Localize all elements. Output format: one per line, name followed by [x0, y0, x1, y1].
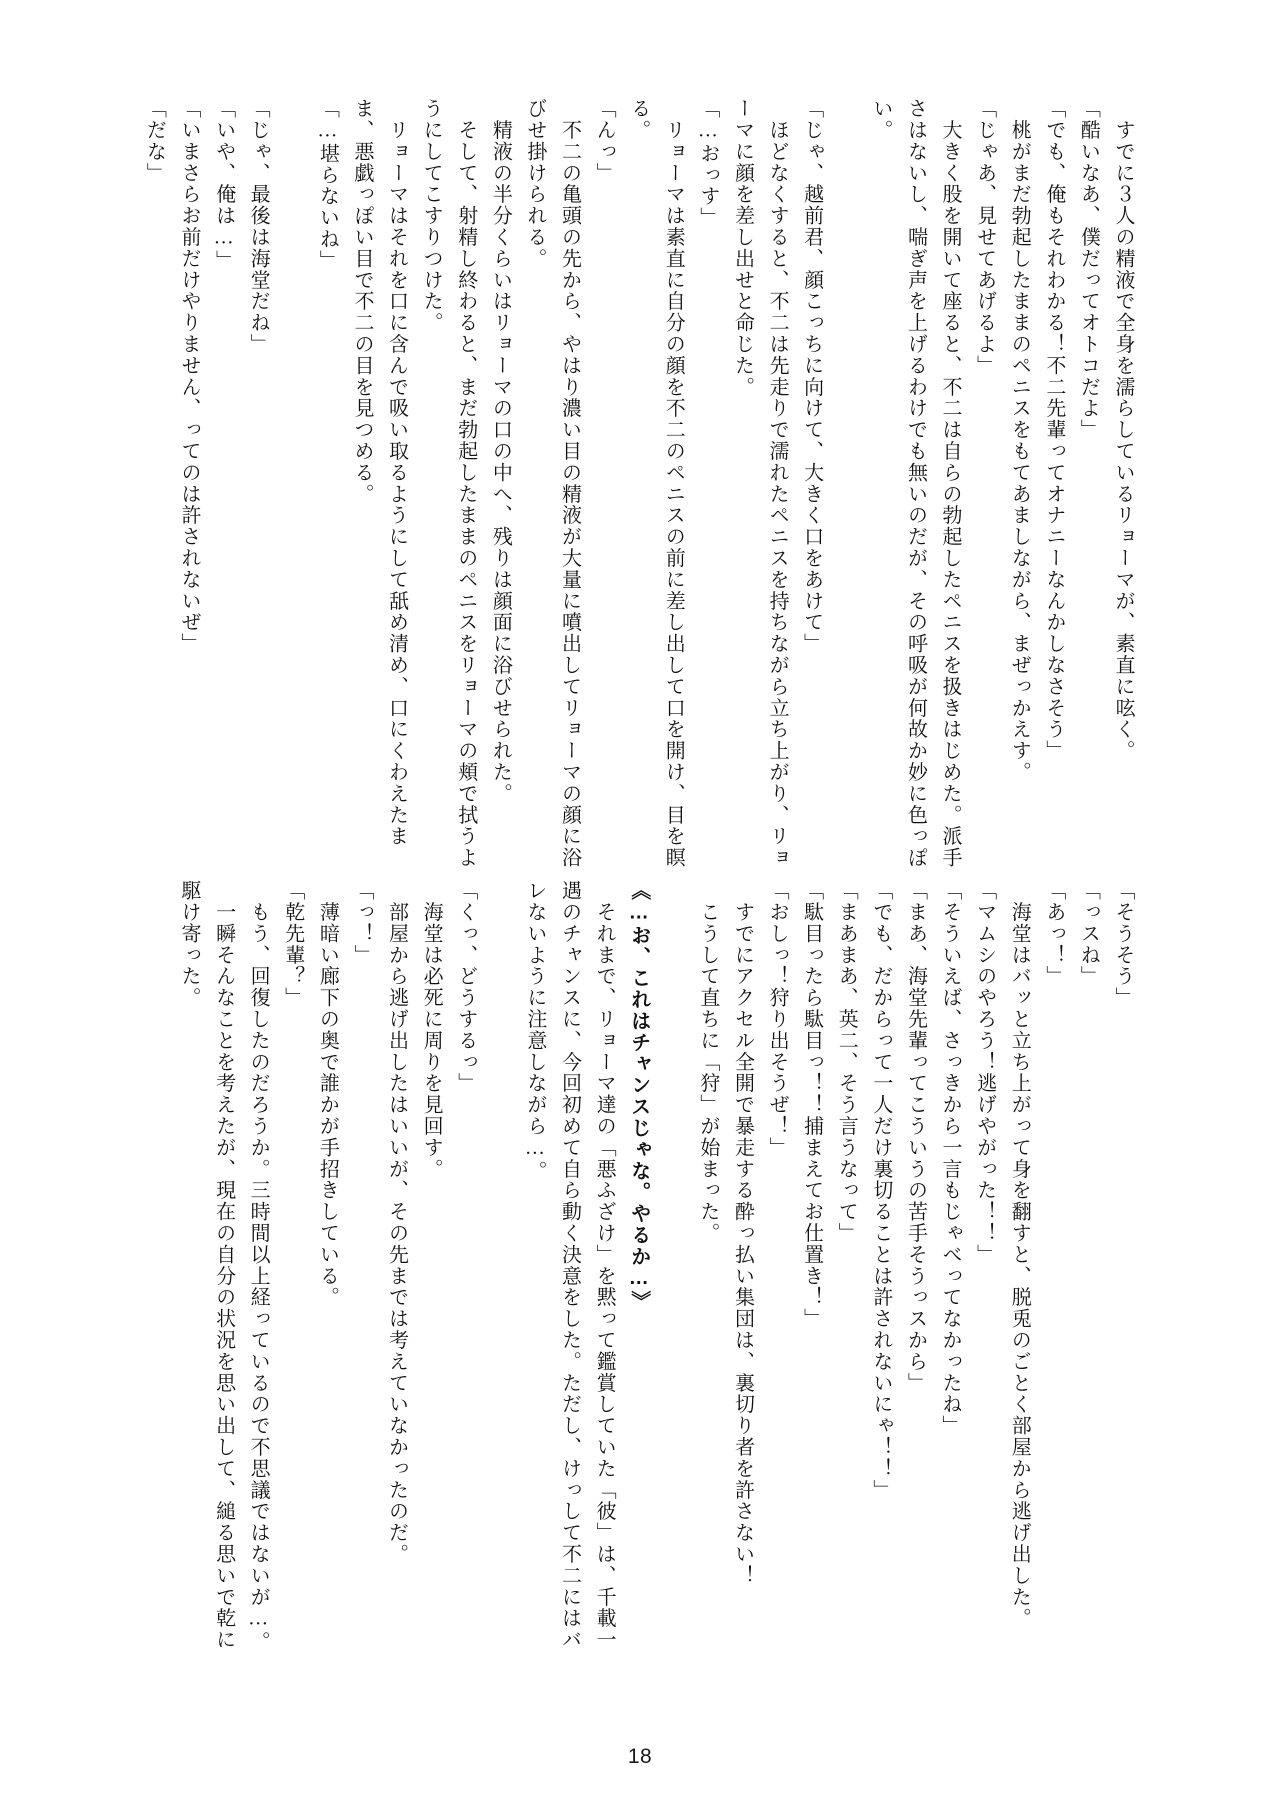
- text-line: 「…堪らないね」: [316, 98, 339, 272]
- text-line: 《…お、これはチャンスじゃな。やるか…》: [627, 880, 650, 1312]
- text-line: 遇のチャンスに、今回初めて自ら動く決意をした。ただし、けっして不二にはバ: [558, 880, 581, 1651]
- text-line: 「まあ、海堂先輩ってこういうの苦手そうっスから」: [904, 880, 927, 1394]
- text-line: リョーマは素直に自分の顔を不二のペニスの前に差し出して口を開け、目を瞑: [662, 98, 685, 869]
- text-line: 「乾先輩？」: [281, 880, 304, 1009]
- text-line: 駆け寄った。: [177, 880, 200, 1009]
- text-line: 「でも、俺もそれわかる！不二先輩ってオナニーなんかしなさそう」: [1042, 98, 1065, 762]
- text-line: 「…おっす」: [696, 98, 719, 229]
- lower-text-block: [171, 880, 1140, 1658]
- page-number: 18: [627, 1745, 653, 1768]
- blank-line: [275, 98, 310, 876]
- text-line: 「じゃ、最後は海堂だね」: [247, 98, 270, 355]
- text-line: リョーマはそれを口に含んで吸い取るようにして舐め清め、口にくわえたま: [385, 98, 408, 847]
- text-line: 「んっ」: [593, 98, 616, 184]
- text-line: 「くっ、どうするっ」: [454, 880, 477, 1094]
- text-line: 「っ！」: [350, 880, 373, 966]
- blank-line: [483, 880, 518, 1658]
- blank-line: [656, 880, 691, 1658]
- text-line: 桃がまだ勃起したままのペニスをもてあましながら、まぜっかえす。: [1008, 98, 1031, 783]
- text-line: こうして直ちに「狩」が始まった。: [696, 880, 719, 1244]
- text-line: さはないし、喘ぎ声を上げるわけでも無いのだが、その呼吸が何故か妙に色っぽ: [904, 98, 927, 869]
- text-line: それまで、リョーマ達の「悪ふざけ」を黙って鑑賞していた「彼」は、千載一: [593, 880, 616, 1651]
- text-line: すでにアクセル全開で暴走する酔っ払い集団は、裏切り者を許さない！: [731, 880, 754, 1587]
- upper-text-block: [137, 98, 1140, 876]
- text-line: 「っスね」: [1077, 880, 1100, 987]
- text-line: 「じゃあ、見せてあげるよ」: [973, 98, 996, 377]
- text-line: い。: [869, 98, 892, 141]
- text-line: 海堂は必死に周りを見回す。: [420, 880, 443, 1180]
- blank-line: [829, 98, 864, 876]
- text-line: 「まあまあ、英二、そう言うなって」: [835, 880, 858, 1244]
- text-line: 海堂はバッと立ち上がって身を翻すと、脱兎のごとく部屋から逃げ出した。: [1008, 880, 1031, 1629]
- text-line: 精液の半分くらいはリョーマの口の中へ、残りは顔面に浴びせられた。: [489, 98, 512, 805]
- text-line: ま、悪戯っぽい目で不二の目を見つめる。: [350, 98, 373, 505]
- text-line: 「じゃ、越前君、顔こっちに向けて、大きく口をあけて」: [800, 98, 823, 655]
- text-line: 「そうそう」: [1112, 880, 1134, 1009]
- text-line: そして、射精し終わると、まだ勃起したままのペニスをリョーマの頬で拭うよ: [454, 98, 477, 869]
- text-line: すでに３人の精液で全身を濡らしているリョーマが、素直に呟く。: [1112, 98, 1134, 762]
- text-line: ほどなくすると、不二は先走りで濡れたペニスを持ちながら立ち上がり、リョ: [766, 98, 789, 869]
- text-line: 「そういえば、さっきから一言もじゃべってなかったね」: [939, 880, 962, 1437]
- text-line: うにしてこすりつけた。: [420, 98, 443, 334]
- text-line: 「あっ！」: [1042, 880, 1065, 987]
- text-line: ーマに顔を差し出せと命じた。: [731, 98, 754, 398]
- text-line: 「だな」: [143, 98, 166, 184]
- text-line: 「いまさらお前だけやりません、ってのは許されないぜ」: [177, 98, 200, 655]
- text-line: びせ掛けられる。: [523, 98, 546, 270]
- text-line: もう、回復したのだろうか。三時間以上経っているので不思議ではないが…。: [247, 880, 270, 1653]
- text-line: 「マムシのやろう！逃げやがった！！」: [973, 880, 996, 1266]
- text-line: 部屋から逃げ出したはいいが、その先までは考えていなかったのだ。: [385, 880, 408, 1565]
- text-line: 薄暗い廊下の奥で誰かが手招きしている。: [316, 880, 339, 1308]
- text-line: レないように注意しながら…。: [523, 880, 546, 1182]
- text-line: 「おしっ！狩り出そうぜ！」: [766, 880, 789, 1159]
- text-line: 「いや、俺は…」: [212, 98, 235, 272]
- text-line: 「駄目ったら駄目っ！！捕まえてお仕置き！」: [800, 880, 823, 1330]
- text-line: 大きく股を開いて座ると、不二は自らの勃起したペニスを扱きはじめた。派手: [939, 98, 962, 869]
- text-line: 不二の亀頭の先から、やはり濃い目の精液が大量に噴出してリョーマの顔に浴: [558, 98, 581, 869]
- text-line: る。: [627, 98, 650, 141]
- text-line: 「でも、だからって一人だけ裏切ることは許されないにゃ！！」: [869, 880, 892, 1501]
- text-line: 一瞬そんなことを考えたが、現在の自分の状況を思い出して、縋る思いで乾に: [212, 880, 235, 1651]
- text-line: 「酷いなあ、僕だってオトコだよ」: [1077, 98, 1100, 441]
